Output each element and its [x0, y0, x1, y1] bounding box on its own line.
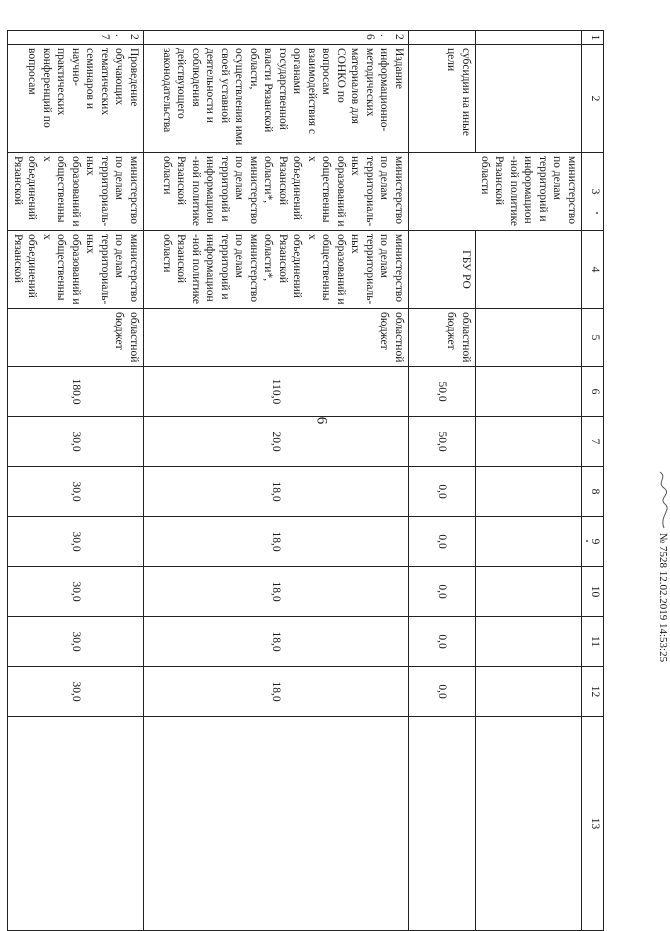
header-cell: 2 — [582, 45, 604, 153]
responsible-cell: министерство по делам территориаль-ных образований и общественных объединений Рязанской — [8, 153, 144, 231]
source-cell: областной бюджет — [409, 309, 476, 367]
executor-cell — [476, 231, 582, 309]
row-number — [409, 31, 476, 45]
value-cell: 0,0 — [409, 517, 476, 567]
signature-mark — [656, 470, 670, 530]
note-cell — [476, 717, 582, 931]
program-table — [8, 30, 605, 931]
header-cell: 8 — [582, 467, 604, 517]
header-cell: 4 — [582, 231, 604, 309]
value-cell: 30,0 — [8, 617, 144, 667]
header-cell: 1 — [582, 31, 604, 45]
note-cell — [8, 717, 144, 931]
header-cell: 7 — [582, 417, 604, 467]
value-cell: 50,0 — [409, 367, 476, 417]
note-cell — [409, 717, 476, 931]
value-cell: 180,0 — [8, 367, 144, 417]
executor-cell: ГБУ РО — [409, 231, 476, 309]
value-cell: 0,0 — [409, 467, 476, 517]
header-cell: 12 — [582, 667, 604, 717]
responsible-cell — [409, 153, 476, 231]
row-number: 2.6 — [144, 31, 409, 45]
value-cell: 0,0 — [409, 617, 476, 667]
page-number: 6 — [313, 416, 330, 425]
executor-cell: министерство по делам территориаль-ных образований и общественных объединений Рязанской — [8, 231, 144, 309]
activity-cell: субсидии на иные цели — [409, 45, 476, 153]
activity-cell — [476, 45, 582, 153]
value-cell: 0,0 — [409, 667, 476, 717]
table-row — [409, 31, 476, 931]
header-cell: 3 — [582, 153, 604, 231]
value-cell: 0,0 — [409, 567, 476, 617]
value-cell: 30,0 — [8, 667, 144, 717]
header-cell: 13 — [582, 717, 604, 931]
value-cell: 18,0 — [144, 517, 409, 567]
header-cell: 9 — [582, 517, 604, 567]
header-cell: 6 — [582, 367, 604, 417]
value-cell: 20,0 — [144, 417, 409, 467]
activity-cell: Издание информационно-методических материалов для СОНКО по вопросам взаимодействия с органами государственной власти Рязанской области, осуществления ими своей уставной деятельности и соблюдения действующего законодательства — [144, 45, 409, 153]
value-cell: 30,0 — [8, 467, 144, 517]
value-cell: 30,0 — [8, 567, 144, 617]
value-cell: 18,0 — [144, 567, 409, 617]
value-cell — [476, 567, 582, 617]
value-cell: 30,0 — [8, 517, 144, 567]
scan-speck — [586, 540, 588, 542]
table-row — [476, 31, 582, 931]
scan-speck — [596, 212, 598, 214]
value-cell — [476, 467, 582, 517]
value-cell — [476, 617, 582, 667]
value-cell: 18,0 — [144, 617, 409, 667]
rotated-table-wrapper — [12, 30, 604, 880]
value-cell — [476, 667, 582, 717]
header-row — [582, 31, 604, 931]
note-cell — [144, 717, 409, 931]
registration-text: № 7528 12.02.2019 14:53:25 — [657, 532, 669, 663]
responsible-cell: министерство по делам территорий и информацион-ной политике Рязанской области — [476, 153, 582, 231]
value-cell — [476, 367, 582, 417]
value-cell: 18,0 — [144, 667, 409, 717]
document-registration-stamp — [642, 470, 670, 890]
activity-cell: Проведение обучающих тематических семинаров и научно-практических конференций по вопросам — [8, 45, 144, 153]
value-cell: 18,0 — [144, 467, 409, 517]
value-cell: 110,0 — [144, 367, 409, 417]
source-cell: областной бюджет — [8, 309, 144, 367]
value-cell — [476, 417, 582, 467]
row-number: 2.7 — [8, 31, 144, 45]
header-cell: 11 — [582, 617, 604, 667]
executor-cell: министерство по делам территориаль-ных образований и общественных объединений Рязанской области*, министерство по делам территорий и информацион-ной политике Рязанской области — [144, 231, 409, 309]
header-cell: 5 — [582, 309, 604, 367]
table-row — [8, 31, 144, 931]
value-cell: 30,0 — [8, 417, 144, 467]
value-cell — [476, 517, 582, 567]
responsible-cell: министерство по делам территориаль-ных образований и общественных объединений Рязанской области*, министерство по делам территорий и информацион-ной политике Рязанской области — [144, 153, 409, 231]
source-cell: областной бюджет — [144, 309, 409, 367]
value-cell: 50,0 — [409, 417, 476, 467]
header-cell: 10 — [582, 567, 604, 617]
table-row — [144, 31, 409, 931]
source-cell — [476, 309, 582, 367]
row-number — [476, 31, 582, 45]
